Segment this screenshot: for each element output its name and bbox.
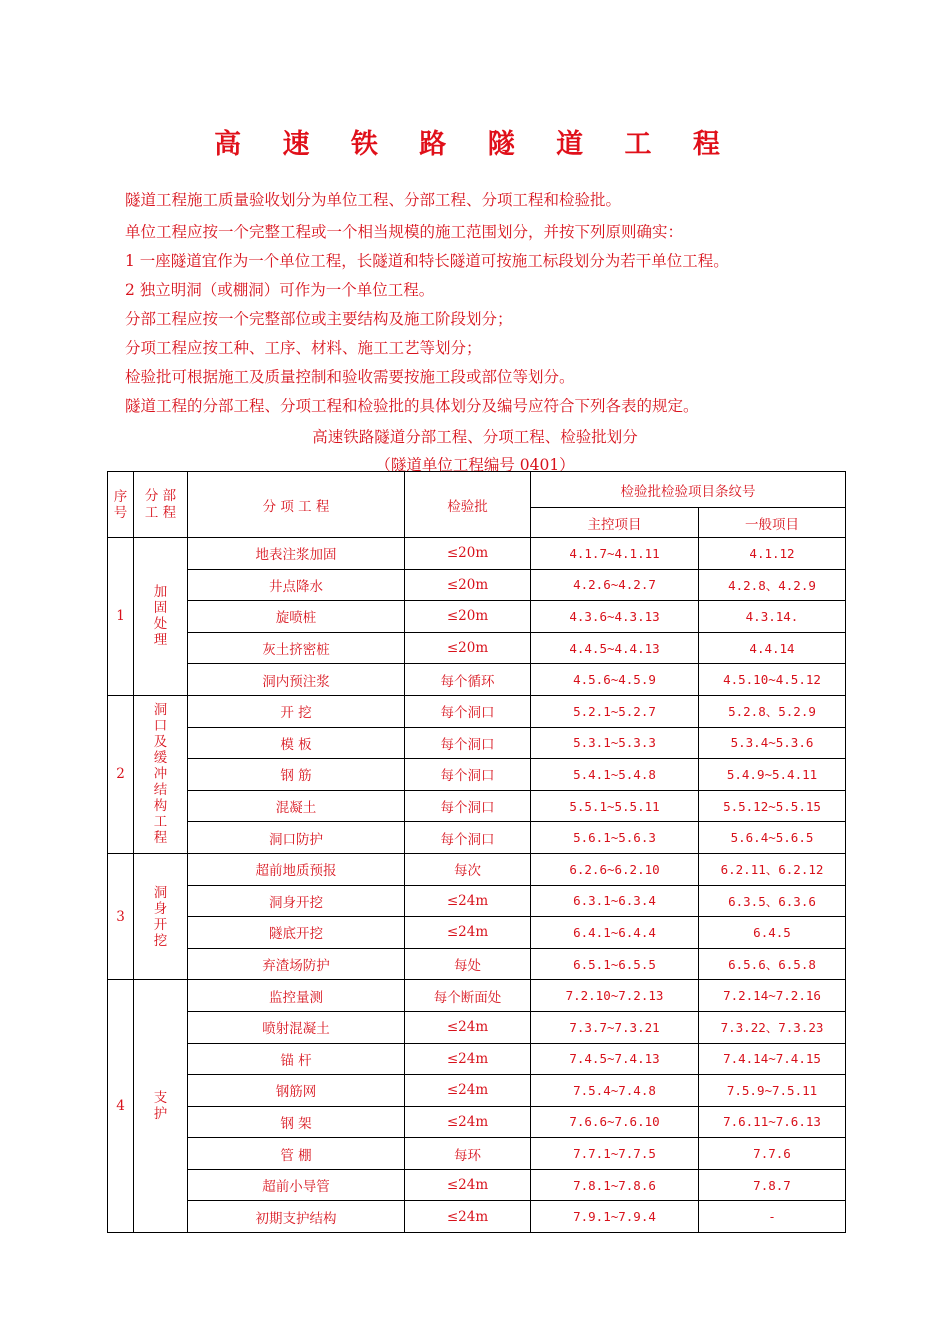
batch-cell: 每环 bbox=[405, 1138, 531, 1170]
subitem-cell: 模 板 bbox=[188, 727, 405, 759]
main-items-cell: 7.5.4~7.4.8 bbox=[531, 1075, 699, 1107]
group-seq: 4 bbox=[108, 980, 134, 1233]
main-items-cell: 7.4.5~7.4.13 bbox=[531, 1043, 699, 1075]
table-row bbox=[108, 759, 846, 791]
batch-cell: ≤24m bbox=[405, 1011, 531, 1043]
general-items-cell: 7.3.22、7.3.23 bbox=[699, 1011, 846, 1043]
subitem-cell: 监控量测 bbox=[188, 980, 405, 1012]
subitem-cell: 地表注浆加固 bbox=[188, 538, 405, 570]
table-row bbox=[108, 1011, 846, 1043]
batch-cell: ≤20m bbox=[405, 632, 531, 664]
main-items-cell: 4.1.7~4.1.11 bbox=[531, 538, 699, 570]
table-row bbox=[108, 1201, 846, 1233]
intro-paragraph-1: 隧道工程施工质量验收划分为单位工程、分部工程、分项工程和检验批。 bbox=[125, 191, 622, 209]
subitem-cell: 洞身开挖 bbox=[188, 885, 405, 917]
general-items-cell: 4.4.14 bbox=[699, 632, 846, 664]
general-items-cell: - bbox=[699, 1201, 846, 1233]
header-batch: 检验批 bbox=[405, 472, 531, 538]
subitem-cell: 弃渣场防护 bbox=[188, 948, 405, 980]
division-table bbox=[107, 471, 846, 1233]
table-row bbox=[108, 948, 846, 980]
table-row bbox=[108, 538, 846, 570]
subitem-cell: 隧底开挖 bbox=[188, 917, 405, 949]
batch-cell: ≤20m bbox=[405, 569, 531, 601]
general-items-cell: 7.2.14~7.2.16 bbox=[699, 980, 846, 1012]
general-items-cell: 4.5.10~4.5.12 bbox=[699, 664, 846, 696]
division-rule: 分部工程应按一个完整部位或主要结构及施工阶段划分； bbox=[125, 310, 513, 328]
batch-cell: ≤20m bbox=[405, 601, 531, 633]
table-row bbox=[108, 885, 846, 917]
general-items-cell: 4.1.12 bbox=[699, 538, 846, 570]
page-title: 高 速 铁 路 隧 道 工 程 bbox=[214, 129, 736, 160]
batch-cell: ≤24m bbox=[405, 917, 531, 949]
batch-cell: 每次 bbox=[405, 853, 531, 885]
subitem-cell: 钢筋网 bbox=[188, 1075, 405, 1107]
main-items-cell: 5.2.1~5.2.7 bbox=[531, 695, 699, 727]
general-items-cell: 6.4.5 bbox=[699, 917, 846, 949]
general-items-cell: 6.2.11、6.2.12 bbox=[699, 853, 846, 885]
table-row bbox=[108, 853, 846, 885]
main-items-cell: 6.2.6~6.2.10 bbox=[531, 853, 699, 885]
table-row bbox=[108, 601, 846, 633]
general-items-cell: 6.5.6、6.5.8 bbox=[699, 948, 846, 980]
subitem-rule: 分项工程应按工种、工序、材料、施工工艺等划分； bbox=[125, 339, 482, 357]
group-division bbox=[134, 695, 188, 853]
table-row bbox=[108, 632, 846, 664]
table-subcaption: （隧道单位工程编号 0401） bbox=[375, 456, 575, 474]
table-row bbox=[108, 1043, 846, 1075]
batch-cell: 每个循环 bbox=[405, 664, 531, 696]
subitem-cell: 超前地质预报 bbox=[188, 853, 405, 885]
subitem-cell: 灰土挤密桩 bbox=[188, 632, 405, 664]
batch-cell: 每个洞口 bbox=[405, 727, 531, 759]
group-seq: 3 bbox=[108, 853, 134, 979]
main-items-cell: 4.5.6~4.5.9 bbox=[531, 664, 699, 696]
header-main-items: 主控项目 bbox=[531, 508, 699, 538]
general-items-cell: 7.7.6 bbox=[699, 1138, 846, 1170]
general-items-cell: 7.6.11~7.6.13 bbox=[699, 1106, 846, 1138]
subitem-cell: 混凝土 bbox=[188, 790, 405, 822]
table-row bbox=[108, 917, 846, 949]
batch-cell: ≤24m bbox=[405, 1169, 531, 1201]
header-seq: 序号 bbox=[108, 472, 134, 538]
subitem-cell: 钢 筋 bbox=[188, 759, 405, 791]
main-items-cell: 5.6.1~5.6.3 bbox=[531, 822, 699, 854]
table-row bbox=[108, 664, 846, 696]
main-items-cell: 6.3.1~6.3.4 bbox=[531, 885, 699, 917]
subitem-cell: 旋喷桩 bbox=[188, 601, 405, 633]
division-label: 支护 bbox=[153, 1090, 168, 1123]
batch-cell: 每处 bbox=[405, 948, 531, 980]
subitem-cell: 钢 架 bbox=[188, 1106, 405, 1138]
main-items-cell: 4.4.5~4.4.13 bbox=[531, 632, 699, 664]
table-row bbox=[108, 790, 846, 822]
division-label: 加固处理 bbox=[153, 584, 168, 649]
general-items-cell: 4.2.8、4.2.9 bbox=[699, 569, 846, 601]
main-items-cell: 4.3.6~4.3.13 bbox=[531, 601, 699, 633]
subitem-cell: 初期支护结构 bbox=[188, 1201, 405, 1233]
table-row bbox=[108, 695, 846, 727]
table-row bbox=[108, 1106, 846, 1138]
division-label: 洞口及缓冲结构工程 bbox=[153, 702, 168, 847]
subitem-cell: 开 挖 bbox=[188, 695, 405, 727]
table-caption: 高速铁路隧道分部工程、分项工程、检验批划分 bbox=[312, 428, 638, 446]
general-items-cell: 7.5.9~7.5.11 bbox=[699, 1075, 846, 1107]
general-items-cell: 7.8.7 bbox=[699, 1169, 846, 1201]
general-items-cell: 5.4.9~5.4.11 bbox=[699, 759, 846, 791]
group-division bbox=[134, 853, 188, 979]
subitem-cell: 管 棚 bbox=[188, 1138, 405, 1170]
subitem-cell: 洞口防护 bbox=[188, 822, 405, 854]
main-items-cell: 5.4.1~5.4.8 bbox=[531, 759, 699, 791]
batch-cell: 每个洞口 bbox=[405, 759, 531, 791]
batch-cell: ≤20m bbox=[405, 538, 531, 570]
numbering-rule: 隧道工程的分部工程、分项工程和检验批的具体划分及编号应符合下列各表的规定。 bbox=[125, 397, 699, 415]
main-items-cell: 7.2.10~7.2.13 bbox=[531, 980, 699, 1012]
rule-item-2: 2 独立明洞（或棚洞）可作为一个单位工程。 bbox=[125, 281, 435, 299]
rule-item-1: 1 一座隧道宜作为一个单位工程，长隧道和特长隧道可按施工标段划分为若干单位工程。 bbox=[125, 252, 729, 270]
batch-cell: ≤24m bbox=[405, 1106, 531, 1138]
table-row bbox=[108, 569, 846, 601]
general-items-cell: 6.3.5、6.3.6 bbox=[699, 885, 846, 917]
intro-paragraph-2: 单位工程应按一个完整工程或一个相当规模的施工范围划分，并按下列原则确实： bbox=[125, 223, 684, 241]
header-clause-group: 检验批检验项目条纹号 bbox=[531, 472, 846, 508]
subitem-cell: 超前小导管 bbox=[188, 1169, 405, 1201]
general-items-cell: 5.2.8、5.2.9 bbox=[699, 695, 846, 727]
main-items-cell: 6.5.1~6.5.5 bbox=[531, 948, 699, 980]
batch-cell: ≤24m bbox=[405, 1043, 531, 1075]
subitem-cell: 洞内预注浆 bbox=[188, 664, 405, 696]
general-items-cell: 5.6.4~5.6.5 bbox=[699, 822, 846, 854]
table-row bbox=[108, 1075, 846, 1107]
header-subitem: 分 项 工 程 bbox=[188, 472, 405, 538]
main-items-cell: 7.6.6~7.6.10 bbox=[531, 1106, 699, 1138]
batch-cell: ≤24m bbox=[405, 1201, 531, 1233]
main-items-cell: 5.5.1~5.5.11 bbox=[531, 790, 699, 822]
group-seq: 1 bbox=[108, 538, 134, 696]
batch-cell: 每个断面处 bbox=[405, 980, 531, 1012]
main-items-cell: 7.7.1~7.7.5 bbox=[531, 1138, 699, 1170]
division-label: 洞身开挖 bbox=[153, 884, 168, 949]
main-items-cell: 4.2.6~4.2.7 bbox=[531, 569, 699, 601]
subitem-cell: 锚 杆 bbox=[188, 1043, 405, 1075]
general-items-cell: 5.5.12~5.5.15 bbox=[699, 790, 846, 822]
main-items-cell: 7.9.1~7.9.4 bbox=[531, 1201, 699, 1233]
group-seq: 2 bbox=[108, 695, 134, 853]
main-items-cell: 5.3.1~5.3.3 bbox=[531, 727, 699, 759]
batch-cell: 每个洞口 bbox=[405, 790, 531, 822]
header-general-items: 一般项目 bbox=[699, 508, 846, 538]
general-items-cell: 5.3.4~5.3.6 bbox=[699, 727, 846, 759]
batch-cell: ≤24m bbox=[405, 1075, 531, 1107]
main-items-cell: 7.8.1~7.8.6 bbox=[531, 1169, 699, 1201]
group-division bbox=[134, 980, 188, 1233]
table-row bbox=[108, 727, 846, 759]
table-row bbox=[108, 980, 846, 1012]
batch-rule: 检验批可根据施工及质量控制和验收需要按施工段或部位等划分。 bbox=[125, 368, 575, 386]
main-items-cell: 6.4.1~6.4.4 bbox=[531, 917, 699, 949]
general-items-cell: 7.4.14~7.4.15 bbox=[699, 1043, 846, 1075]
batch-cell: 每个洞口 bbox=[405, 695, 531, 727]
batch-cell: ≤24m bbox=[405, 885, 531, 917]
group-division bbox=[134, 538, 188, 696]
main-items-cell: 7.3.7~7.3.21 bbox=[531, 1011, 699, 1043]
header-division: 分 部 工 程 bbox=[134, 472, 188, 538]
batch-cell: 每个洞口 bbox=[405, 822, 531, 854]
table-row bbox=[108, 1169, 846, 1201]
table-row bbox=[108, 1138, 846, 1170]
subitem-cell: 喷射混凝土 bbox=[188, 1011, 405, 1043]
general-items-cell: 4.3.14. bbox=[699, 601, 846, 633]
subitem-cell: 井点降水 bbox=[188, 569, 405, 601]
table-row bbox=[108, 822, 846, 854]
